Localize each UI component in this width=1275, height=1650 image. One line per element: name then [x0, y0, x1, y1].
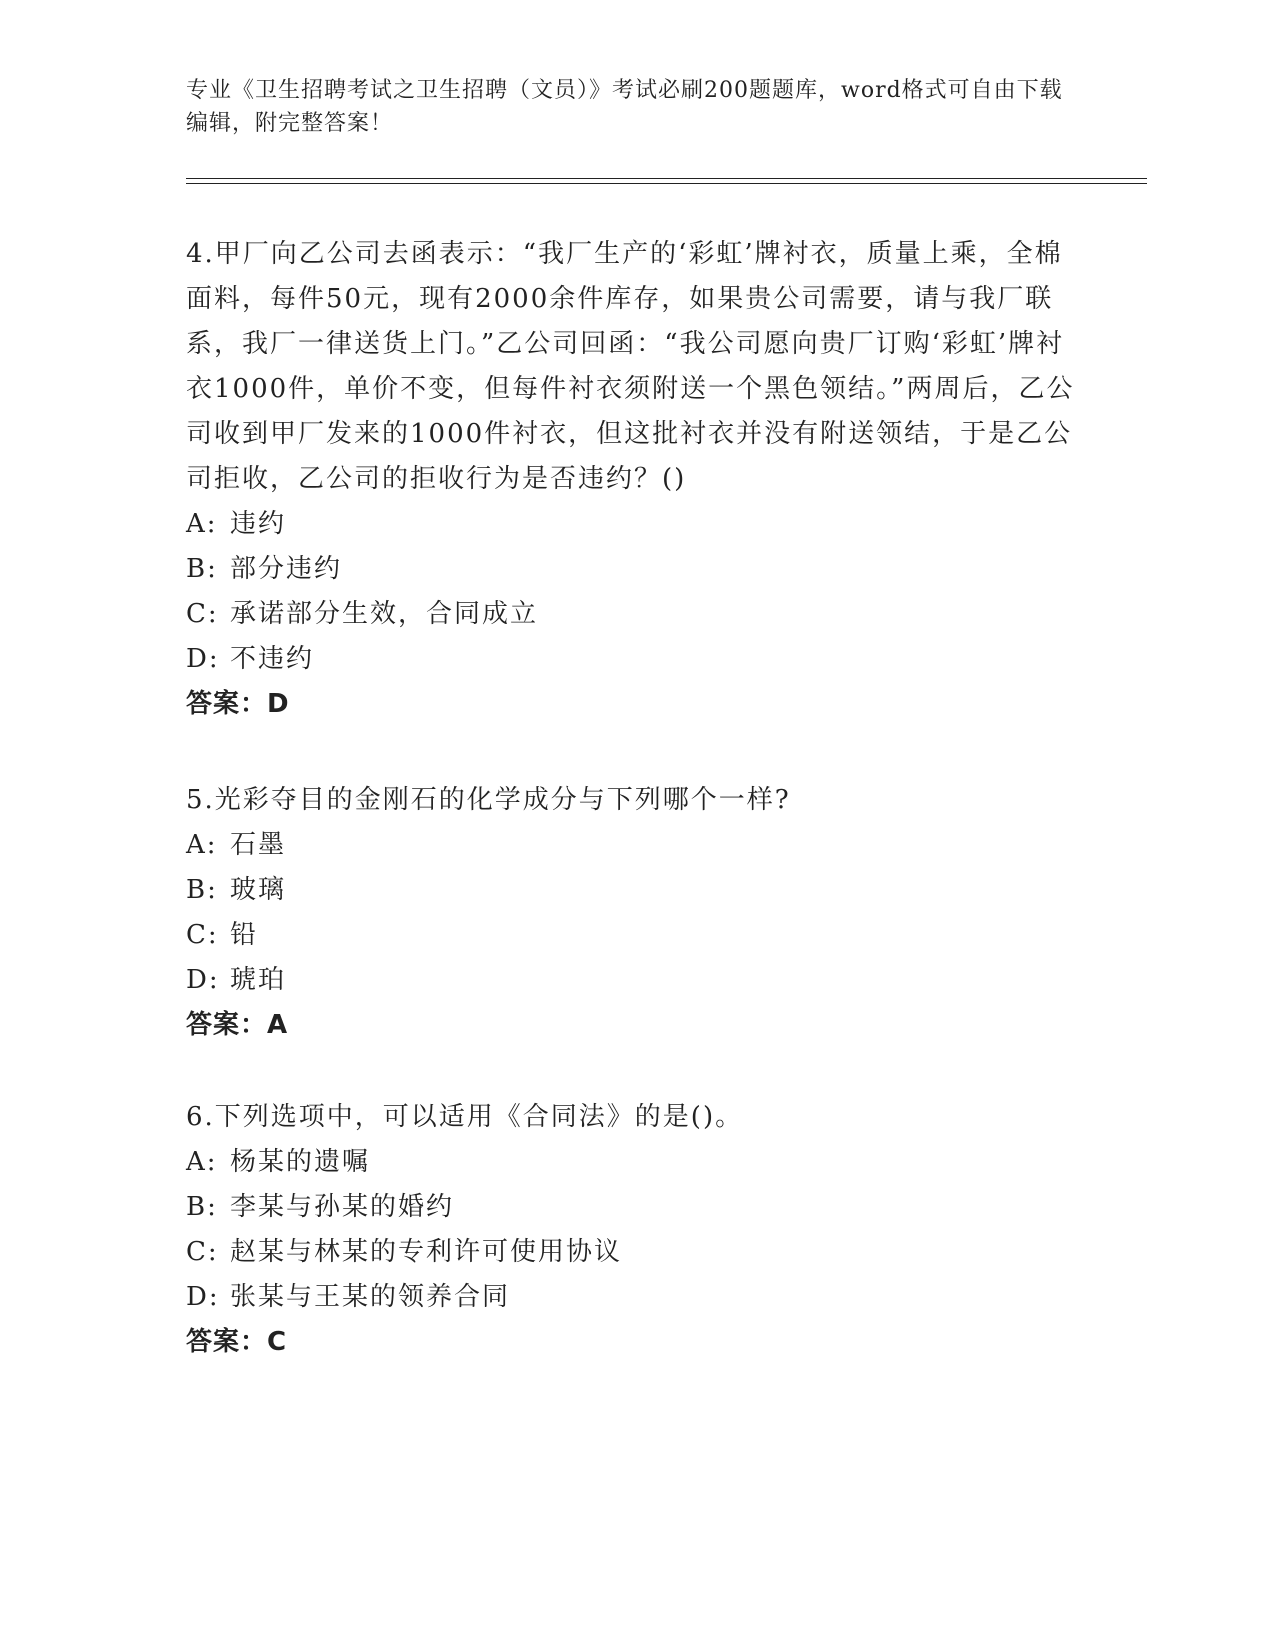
option-letter: C:	[186, 599, 219, 629]
option-text: 部分违约	[230, 554, 343, 584]
option-a	[186, 502, 1076, 547]
option-letter: D:	[186, 1282, 220, 1312]
question-stem: 4.甲厂向乙公司去函表示：“我厂生产的‘彩虹’牌衬衣，质量上乘，全棉面料，每件50元，现有2000余件库存，如果贵公司需要，请与我厂联系，我厂一律送货上门。”乙公司回函：“我公司愿向贵厂订购‘彩虹’牌衬衣1000件，单价不变，但每件衬衣须附送一个黑色领结。”两周后，乙公司收到甲厂发来的1000件衬衣，但这批衬衣并没有附送领结，于是乙公司拒收，乙公司的拒收行为是否违约？()	[186, 239, 1075, 494]
question-4	[186, 232, 1076, 727]
option-d	[186, 1275, 1076, 1320]
option-letter: C:	[186, 1237, 219, 1267]
option-letter: B:	[186, 554, 218, 584]
option-text: 赵某与林某的专利许可使用协议	[230, 1237, 623, 1267]
answer-line: 答案：D	[186, 689, 290, 719]
option-text: 张某与王某的领养合同	[230, 1282, 511, 1312]
answer-line: 答案：C	[186, 1327, 288, 1357]
option-text: 石墨	[230, 830, 287, 860]
option-letter: A:	[186, 509, 218, 539]
question-5	[186, 778, 1076, 1048]
option-b	[186, 547, 1076, 592]
option-c	[186, 913, 1076, 958]
option-text: 铅	[230, 920, 259, 950]
option-c	[186, 592, 1076, 637]
option-d	[186, 637, 1076, 682]
option-text: 承诺部分生效，合同成立	[230, 599, 539, 629]
option-text: 杨某的遗嘱	[230, 1147, 371, 1177]
option-c	[186, 1230, 1076, 1275]
question-stem: 5.光彩夺目的金刚石的化学成分与下列哪个一样?	[186, 785, 791, 815]
option-letter: D:	[186, 965, 220, 995]
option-letter: B:	[186, 1192, 218, 1222]
option-letter: A:	[186, 830, 218, 860]
option-text: 违约	[230, 509, 287, 539]
header-divider-top	[186, 178, 1147, 179]
option-text: 不违约	[230, 644, 315, 674]
option-text: 李某与孙某的婚约	[230, 1192, 455, 1222]
question-stem: 6.下列选项中，可以适用《合同法》的是()。	[186, 1102, 744, 1132]
header-divider-bottom	[186, 183, 1147, 184]
option-a	[186, 823, 1076, 868]
option-b	[186, 1185, 1076, 1230]
answer-line: 答案：A	[186, 1010, 289, 1040]
option-d	[186, 958, 1076, 1003]
option-letter: C:	[186, 920, 219, 950]
document-header: 专业《卫生招聘考试之卫生招聘（文员）》考试必刷200题题库，word格式可自由下载编辑，附完整答案！	[186, 78, 1063, 136]
option-text: 玻璃	[230, 875, 287, 905]
option-a	[186, 1140, 1076, 1185]
question-6	[186, 1095, 1076, 1365]
option-letter: A:	[186, 1147, 218, 1177]
option-b	[186, 868, 1076, 913]
option-letter: D:	[186, 644, 220, 674]
option-text: 琥珀	[230, 965, 287, 995]
option-letter: B:	[186, 875, 218, 905]
